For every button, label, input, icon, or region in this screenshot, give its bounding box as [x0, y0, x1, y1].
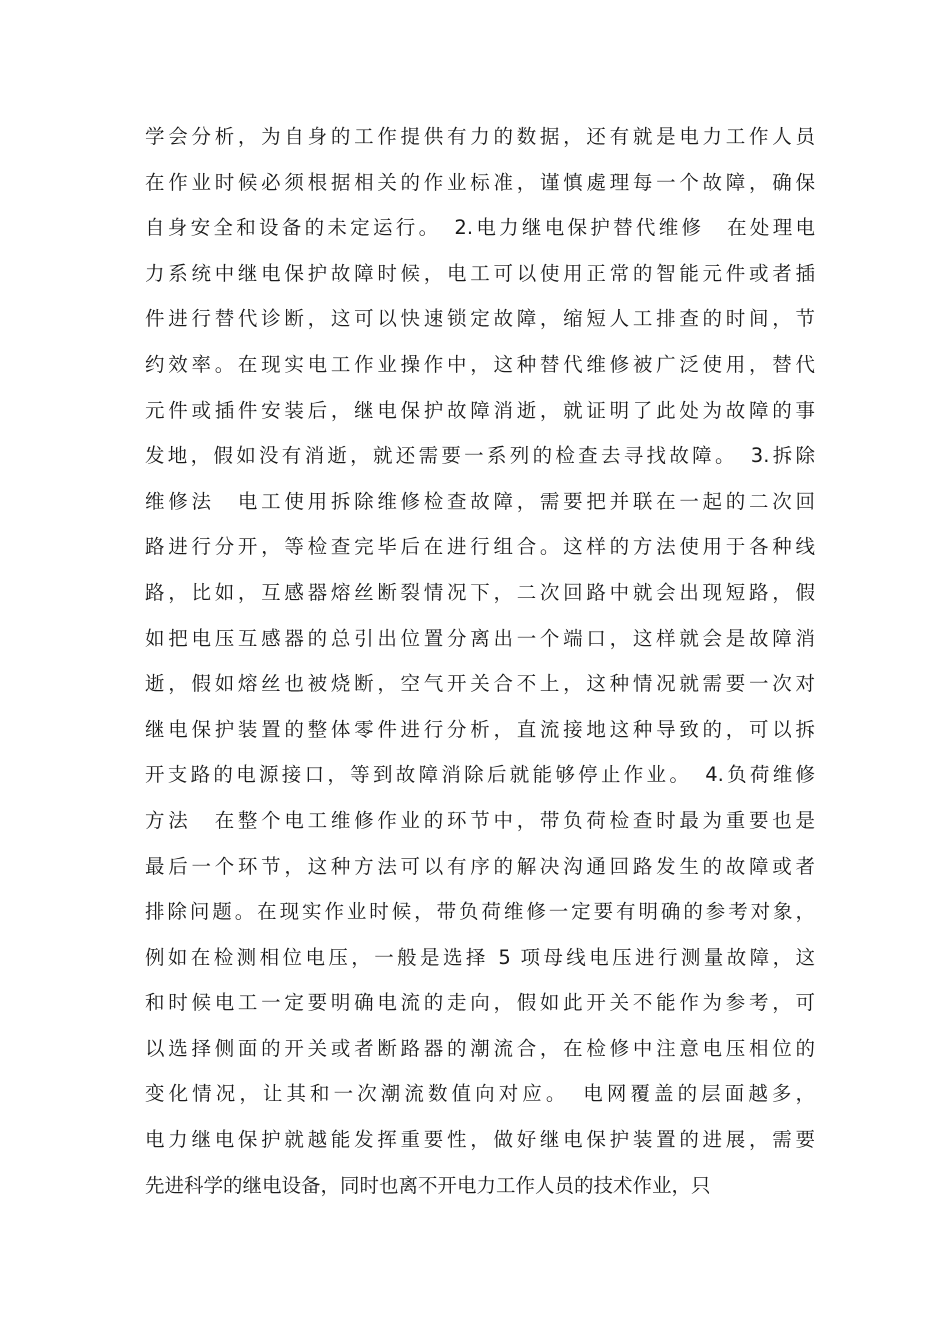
text-line-8: 发地，假如没有消逝，就还需要一系列的检查去寻找故障。 3.拆除 [145, 444, 815, 468]
text-line-10: 路进行分开，等检查完毕后在进行组合。这样的方法使用于各种线 [145, 535, 815, 559]
text-line-11: 路，比如，互感器熔丝断裂情况下，二次回路中就会出现短路，假 [145, 580, 815, 604]
text-line-20: 和时候电工一定要明确电流的走向，假如此开关不能作为参考，可 [145, 991, 815, 1015]
text-line-4: 力系统中继电保护故障时候，电工可以使用正常的智能元件或者插 [145, 261, 815, 285]
text-line-2: 在作业时候必须根据相关的作业标准，谨慎處理每一个故障，确保 [145, 170, 815, 194]
text-line-12: 如把电压互感器的总引出位置分离出一个端口，这样就会是故障消 [145, 626, 815, 650]
text-line-7: 元件或插件安装后，继电保护故障消逝，就证明了此处为故障的事 [145, 398, 815, 422]
text-line-18: 排除问题。在现实作业时候，带负荷维修一定要有明确的参考对象， [145, 900, 815, 924]
text-line-15: 开支路的电源接口，等到故障消除后就能够停止作业。 4.负荷维修 [145, 763, 815, 787]
text-line-3: 自身安全和设备的未定运行。 2.电力继电保护替代维修 在处理电 [145, 216, 815, 240]
text-line-6: 约效率。在现实电工作业操作中，这种替代维修被广泛使用，替代 [145, 352, 815, 376]
text-line-22: 变化情况，让其和一次潮流数值向对应。 电网覆盖的层面越多， [145, 1082, 815, 1106]
text-line-16: 方法 在整个电工维修作业的环节中，带负荷检查时最为重要也是 [145, 808, 815, 832]
text-line-14: 继电保护装置的整体零件进行分析，直流接地这种导致的，可以拆 [145, 717, 815, 741]
text-line-19: 例如在检测相位电压，一般是选择 5 项母线电压进行测量故障，这 [145, 945, 815, 969]
body-text [145, 114, 815, 1208]
text-line-1: 学会分析，为自身的工作提供有力的数据，还有就是电力工作人员 [145, 125, 815, 148]
text-line-17: 最后一个环节，这种方法可以有序的解决沟通回路发生的故障或者 [145, 854, 815, 878]
text-line-24: 先进科学的继电设备，同时也离不开电力工作人员的技术作业，只 [145, 1173, 711, 1197]
text-line-21: 以选择侧面的开关或者断路器的潮流合，在检修中注意电压相位的 [145, 1036, 815, 1060]
text-line-13: 逝，假如熔丝也被烧断，空气开关合不上，这种情况就需要一次对 [145, 672, 815, 696]
text-line-5: 件进行替代诊断，这可以快速锁定故障，缩短人工排查的时间，节 [145, 307, 815, 331]
text-line-9: 维修法 电工使用拆除维修检查故障，需要把并联在一起的二次回 [145, 489, 815, 513]
text-line-23: 电力继电保护就越能发挥重要性，做好继电保护装置的进展，需要 [145, 1128, 815, 1152]
